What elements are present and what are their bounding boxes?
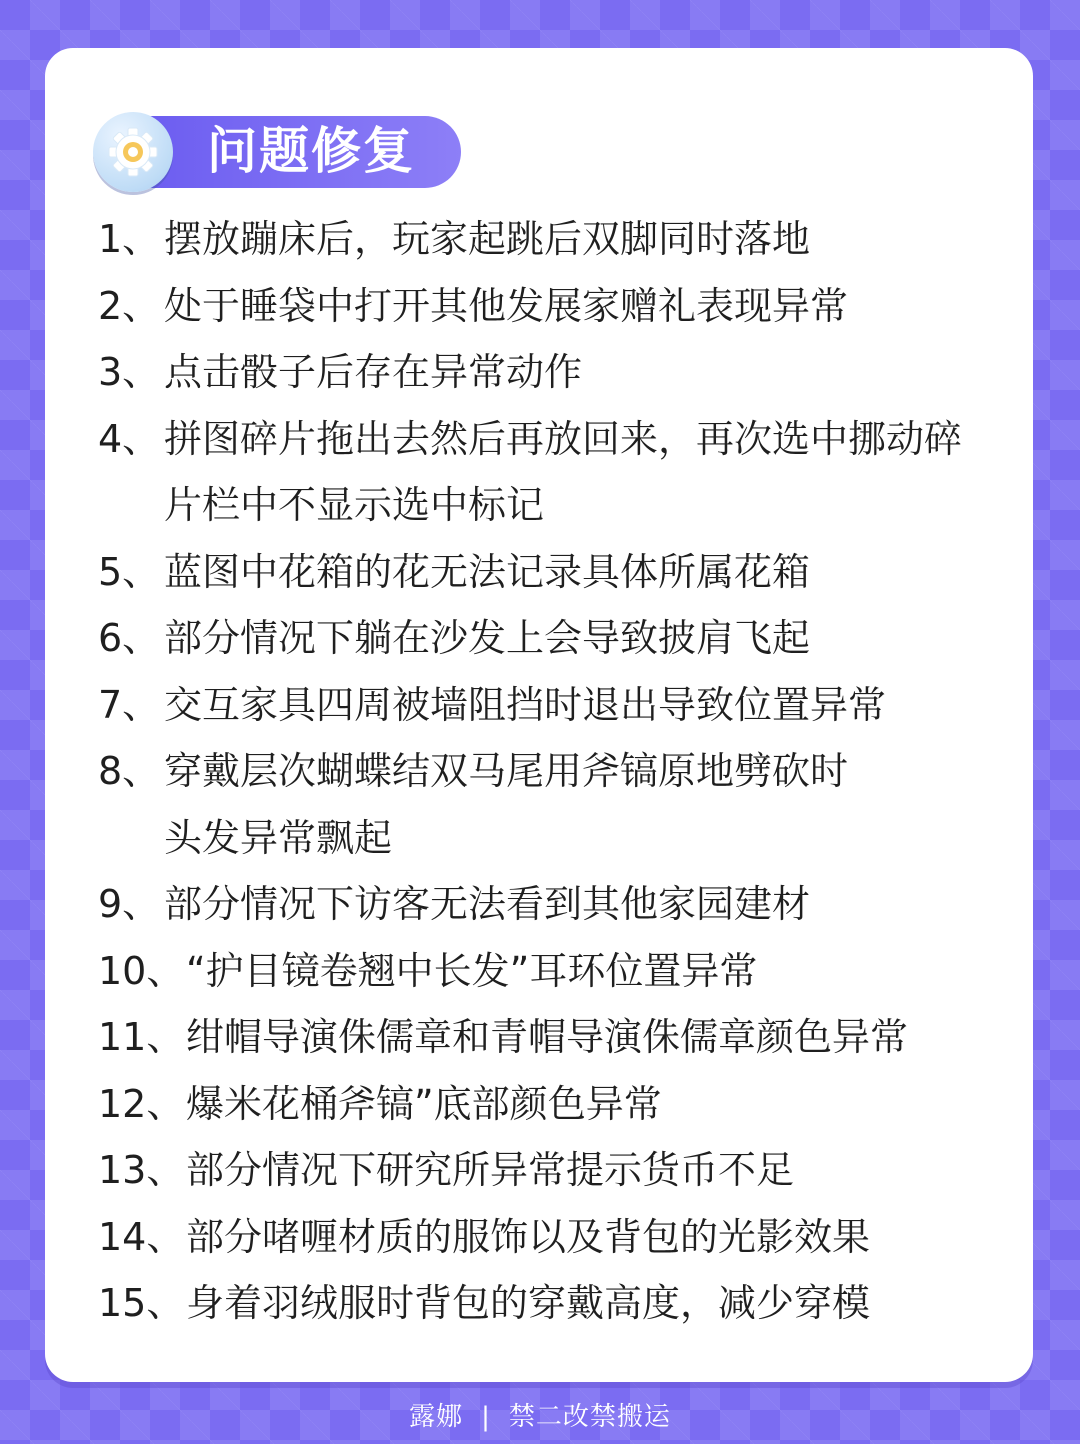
item-number: 15、 [98,1281,185,1325]
item-number: 7、 [98,682,161,727]
list-item [98,871,978,938]
item-text: 绀帽导演侏儒章和青帽导演侏儒章颜色异常 [186,1015,909,1059]
footer-notice: 禁二改禁搬运 [508,1402,671,1432]
item-number: 1、 [98,217,161,261]
item-number: 5、 [98,549,161,594]
list-item [98,206,978,273]
footer-author: 露娜 [409,1402,464,1432]
item-text: 部分情况下躺在沙发上会导致披肩飞起 [164,616,811,660]
item-number: 13、 [98,1148,185,1192]
page-title: 问题修复 [207,122,415,180]
item-text: “护目镜卷翘中长发”耳环位置异常 [186,948,758,993]
list-item [98,539,978,606]
list-item [98,1270,978,1337]
footer [0,1397,1080,1437]
list-item [98,339,978,406]
item-text: 拼图碎片拖出去然后再放回来，再次选中挪动碎片栏中不显示选中标记 [164,416,963,527]
item-text: 摆放蹦床后，玩家起跳后双脚同时落地 [164,217,811,261]
item-text: 部分情况下访客无法看到其他家园建材 [164,882,811,926]
item-text: 穿戴层次蝴蝶结双马尾用斧镐原地劈砍时头发异常飘起 [164,749,849,860]
list-item [98,738,978,871]
list-item [98,406,978,539]
fix-list [98,206,978,1337]
item-text: 处于睡袋中打开其他发展家赠礼表现异常 [164,283,849,328]
section-header [93,112,463,192]
gear-icon-graphic [103,122,163,182]
list-item [98,273,978,340]
item-number: 3、 [98,350,161,394]
item-number: 10、 [98,948,185,993]
footer-separator: | [481,1402,491,1432]
gear-icon [93,112,173,192]
list-item [98,672,978,739]
item-text: 部分啫喱材质的服饰以及背包的光影效果 [186,1214,871,1259]
list-item [98,1204,978,1271]
item-number: 4、 [98,416,161,461]
item-text: 蓝图中花箱的花无法记录具体所属花箱 [164,549,811,594]
item-number: 6、 [98,616,161,660]
item-number: 9、 [98,882,161,926]
item-number: 12、 [98,1081,185,1126]
item-text: 爆米花桶斧镐”底部颜色异常 [186,1081,662,1126]
item-text: 点击骰子后存在异常动作 [164,350,583,394]
item-text: 身着羽绒服时背包的穿戴高度，减少穿模 [186,1281,871,1325]
item-number: 8、 [98,749,161,793]
item-number: 14、 [98,1214,185,1259]
item-text: 交互家具四周被墙阻挡时退出导致位置异常 [164,682,887,727]
list-item [98,1071,978,1138]
item-number: 2、 [98,283,161,328]
list-item [98,938,978,1005]
list-item [98,1004,978,1071]
list-item [98,605,978,672]
list-item [98,1137,978,1204]
item-text: 部分情况下研究所异常提示货币不足 [186,1148,795,1192]
item-number: 11、 [98,1015,185,1059]
